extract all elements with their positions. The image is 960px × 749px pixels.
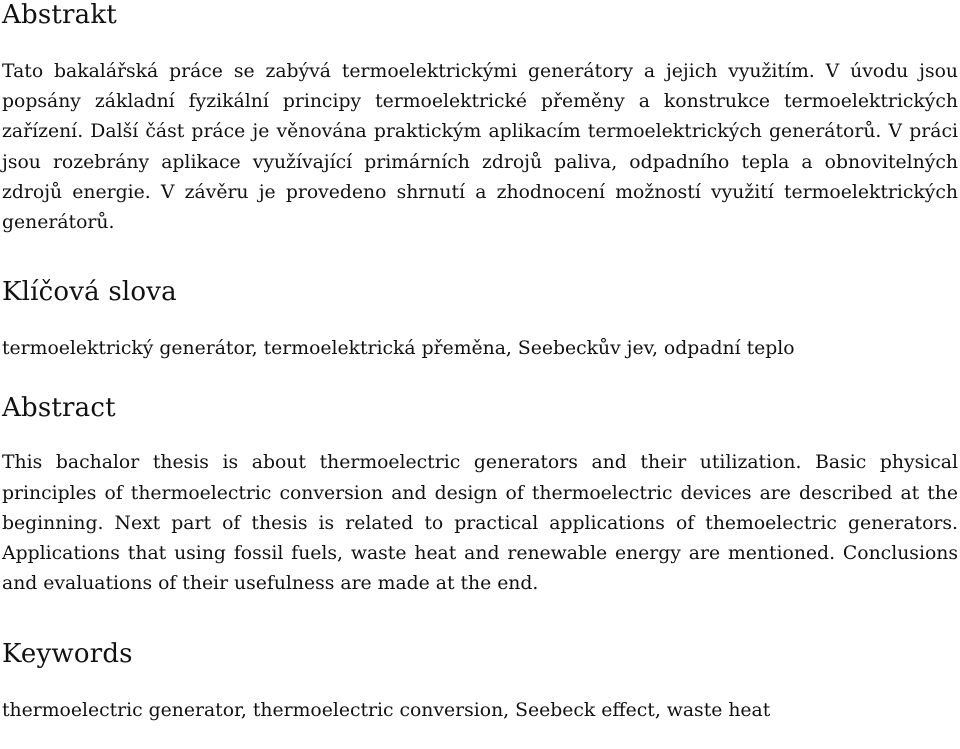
abstract-section: [2, 393, 958, 599]
abstract-heading: Abstract: [2, 393, 116, 424]
klicova-slova-text: termoelektrický generátor, termoelektrická přeměna, Seebeckův jev, odpadní teplo: [2, 338, 795, 360]
abstrakt-heading: Abstrakt: [2, 0, 117, 30]
abstract-text: This bachalor thesis is about thermoelectric generators and their utilization. Basic physical principles of thermoelectric conversion and design of thermoelectric devices are described at the beginning. Next part of thesis is related to practical applications of themoelectric generators. Applications that using fossil fuels, waste heat and renewable energy are mentioned. Conclusions and evaluations of their usefulness are made at the end.: [2, 452, 958, 595]
keywords-heading: Keywords: [2, 639, 133, 670]
klicova-slova-section: [2, 277, 958, 364]
klicova-slova-heading: Klíčová slova: [2, 277, 177, 308]
keywords-text: thermoelectric generator, thermoelectric conversion, Seebeck effect, waste heat: [2, 700, 771, 722]
abstrakt-section: [2, 0, 958, 238]
abstrakt-text: Tato bakalářská práce se zabývá termoelektrickými generátory a jejich využitím. V úvodu jsou popsány základní fyzikální principy termoelektrické přeměny a konstrukce termoelektrických zařízení. Další část práce je věnována praktickým aplikacím termoelektrických generátorů. V práci jsou rozebrány aplikace využívající primárních zdrojů paliva, odpadního tepla a obnovitelných zdrojů energie. V závěru je provedeno shrnutí a zhodnocení možností využití termoelektrických generátorů.: [2, 61, 958, 234]
keywords-section: [2, 639, 958, 726]
